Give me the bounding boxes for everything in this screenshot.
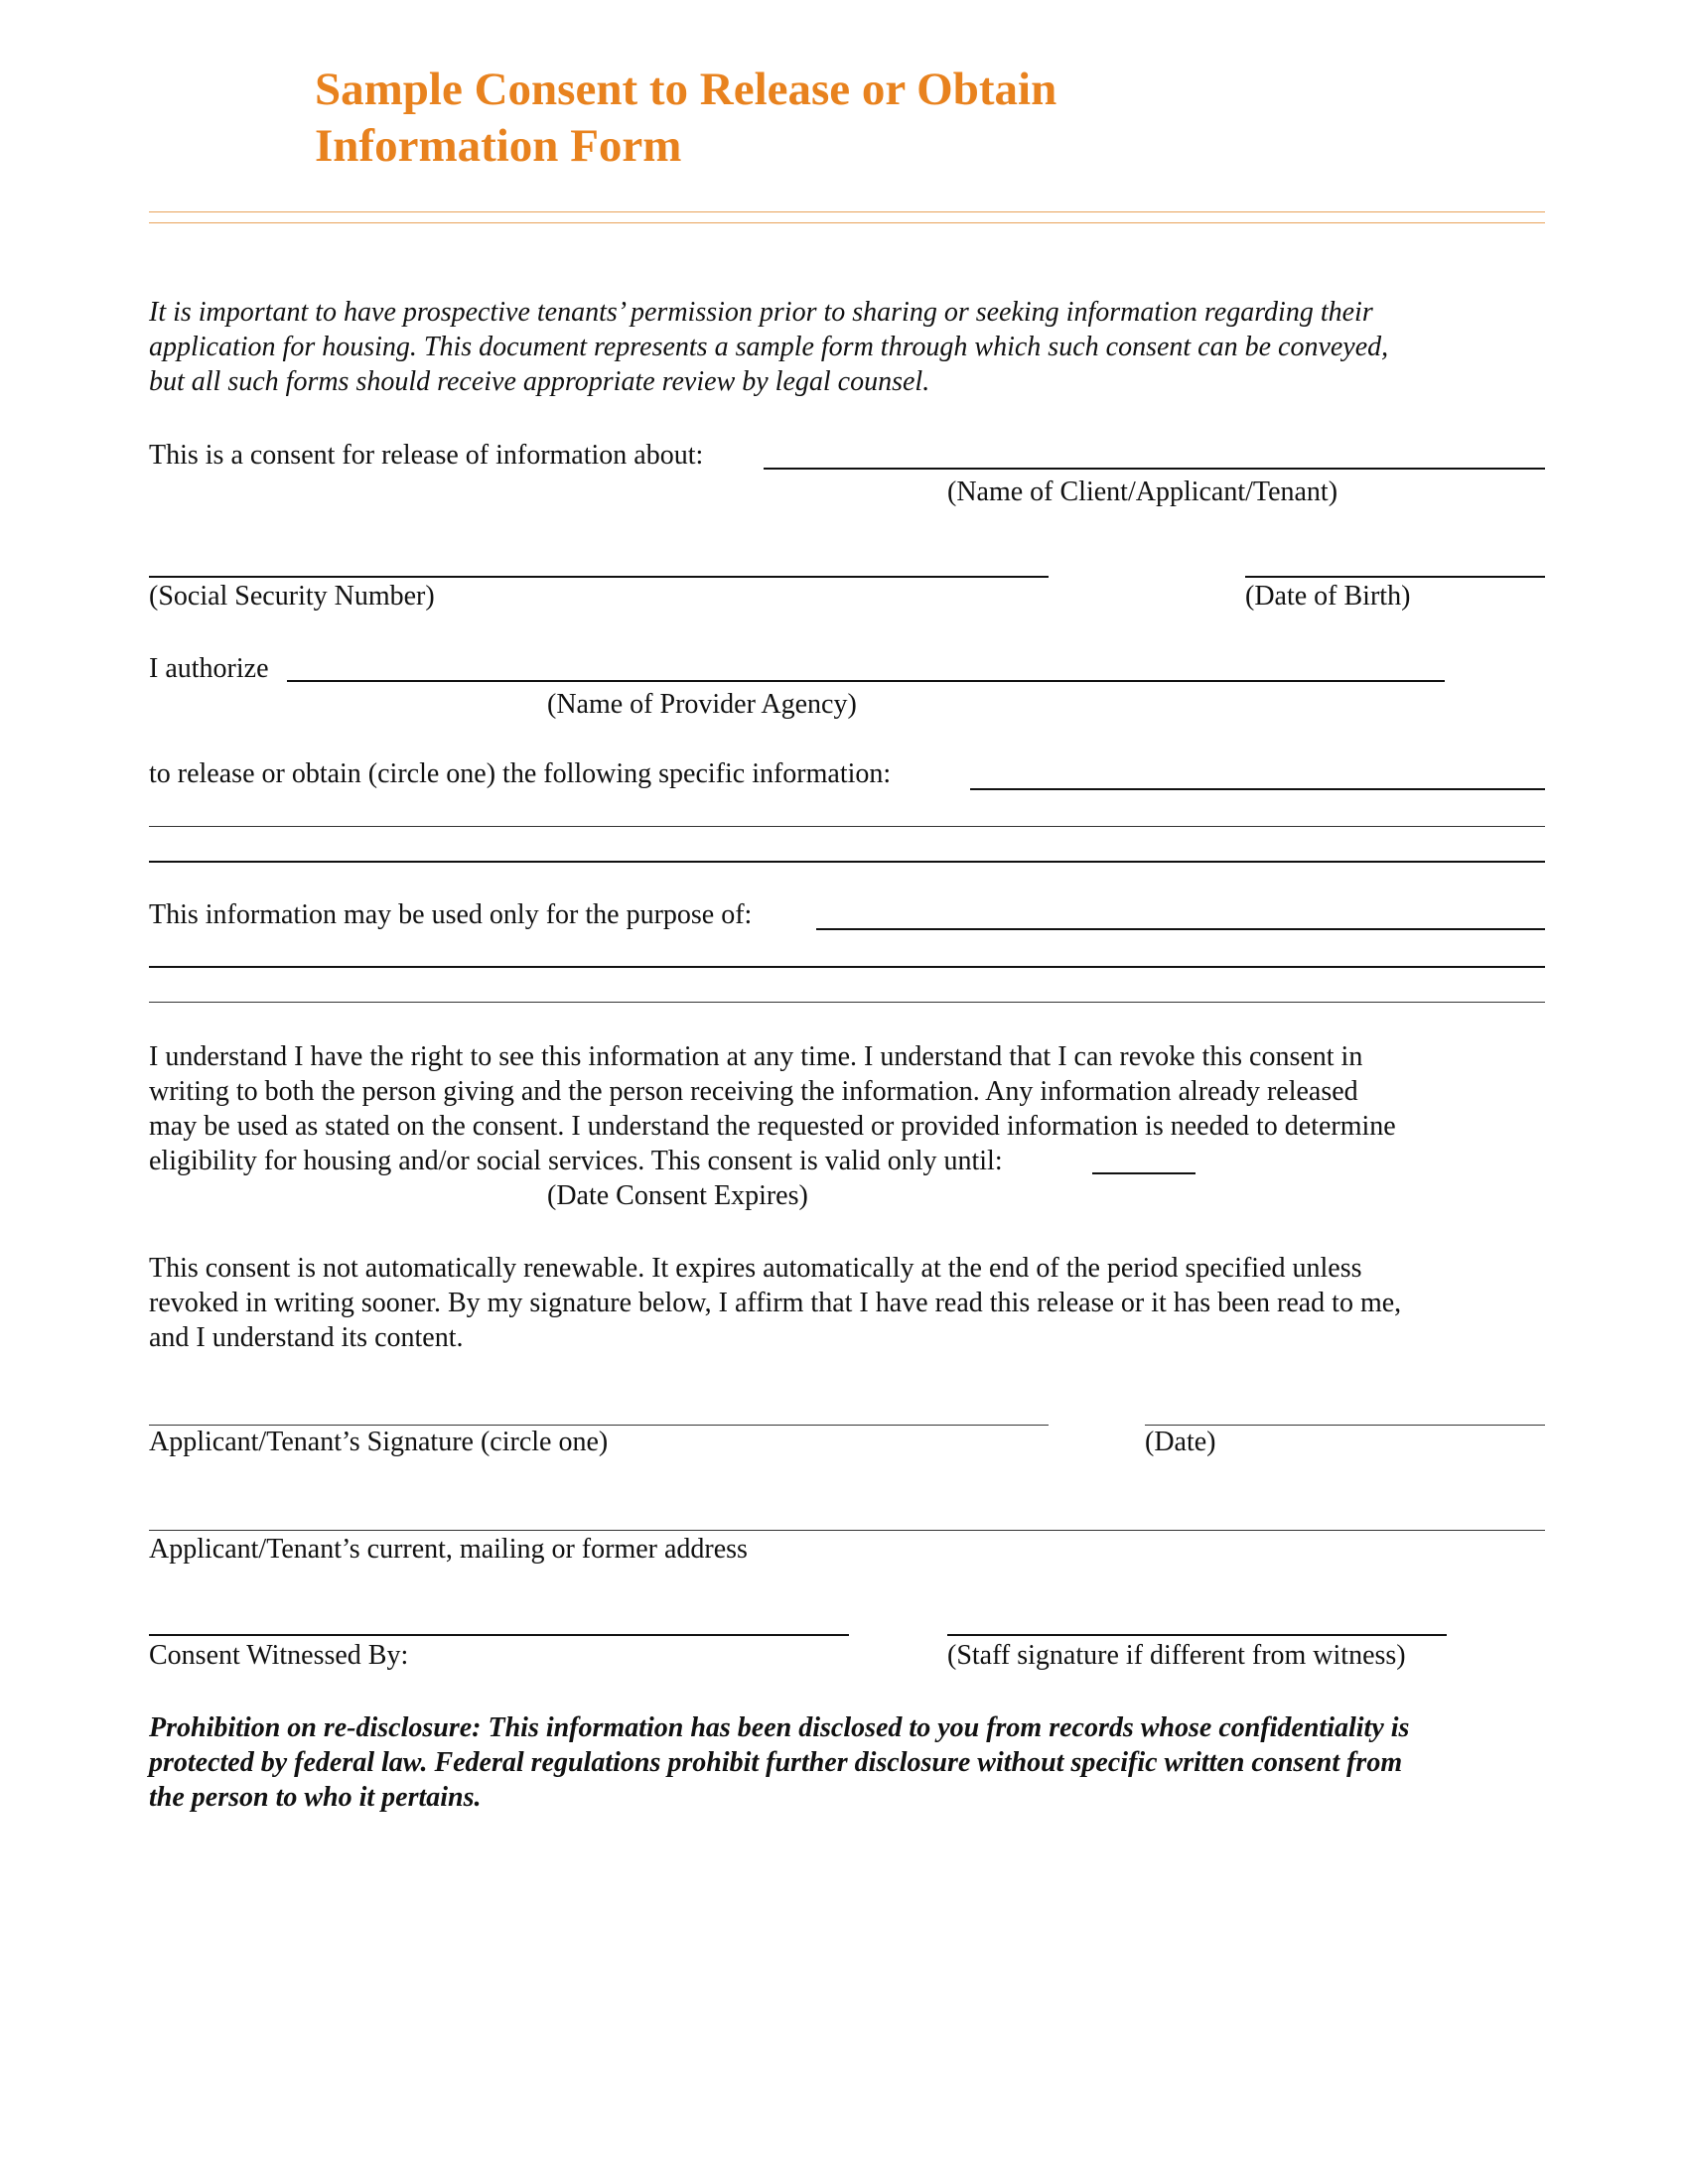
header-rule-bottom [149,222,1545,223]
prohibition-line: protected by federal law. Federal regulations prohibit further disclosure without specific written consent from [149,1747,1403,1778]
header-rule-top [149,211,1545,212]
client-name-caption: (Name of Client/Applicant/Tenant) [947,477,1338,507]
rights-line: may be used as stated on the consent. I understand the requested or provided information is needed to determine [149,1111,1396,1142]
release-label: to release or obtain (circle one) the following specific information: [149,758,892,789]
specific-info-field[interactable] [970,788,1545,790]
intro-paragraph [149,295,1549,399]
staff-signature-field[interactable] [947,1634,1447,1636]
form-title-line-2: Information Form [315,120,682,172]
expiry-caption: (Date Consent Expires) [547,1180,808,1211]
rights-paragraph [149,1039,1549,1178]
intro-line: application for housing. This document represents a sample form through which such consent can be conveyed, [149,332,1389,362]
form-title-line-1: Sample Consent to Release or Obtain [315,64,1057,115]
signature-date-caption: (Date) [1145,1427,1216,1457]
ssn-field[interactable] [149,576,1049,578]
dob-caption: (Date of Birth) [1245,581,1411,612]
dob-field[interactable] [1245,576,1545,578]
rights-line: I understand I have the right to see this information at any time. I understand that I can revoke this consent in [149,1041,1363,1072]
ssn-caption: (Social Security Number) [149,581,435,612]
witness-caption: Consent Witnessed By: [149,1640,409,1671]
provider-agency-caption: (Name of Provider Agency) [547,689,857,720]
purpose-line-2[interactable] [149,966,1545,968]
rights-line: eligibility for housing and/or social services. This consent is valid only until: [149,1146,1003,1176]
prohibition-line: the person to who it pertains. [149,1782,482,1813]
prohibition-notice [149,1710,1549,1815]
provider-agency-field[interactable] [287,680,1445,682]
renewal-line: This consent is not automatically renewable. It expires automatically at the end of the period specified unless [149,1253,1362,1284]
prohibition-line: Prohibition on re-disclosure: This information has been disclosed to you from records whose confidentiality is [149,1712,1410,1743]
authorize-label: I authorize [149,653,269,684]
witness-field[interactable] [149,1634,849,1636]
renewal-line: revoked in writing sooner. By my signature below, I affirm that I have read this release or it has been read to me, [149,1288,1402,1318]
purpose-label: This information may be used only for the purpose of: [149,899,753,930]
specific-info-line-3[interactable] [149,861,1545,863]
purpose-line-3[interactable] [149,1002,1545,1003]
intro-line: It is important to have prospective tenants’ permission prior to sharing or seeking information regarding their [149,297,1373,328]
expiry-date-field[interactable] [1092,1172,1196,1174]
rights-line: writing to both the person giving and the person receiving the information. Any information already released [149,1076,1358,1107]
client-name-field[interactable] [764,468,1545,470]
form-title [315,62,1208,175]
purpose-field[interactable] [816,928,1545,930]
address-caption: Applicant/Tenant’s current, mailing or former address [149,1534,748,1565]
address-field[interactable] [149,1530,1545,1531]
specific-info-line-2[interactable] [149,826,1545,827]
intro-line: but all such forms should receive appropriate review by legal counsel. [149,366,930,397]
staff-signature-caption: (Staff signature if different from witness) [947,1640,1406,1671]
renewal-paragraph [149,1251,1549,1355]
renewal-line: and I understand its content. [149,1322,464,1353]
consent-about-label: This is a consent for release of information about: [149,440,704,471]
applicant-signature-caption: Applicant/Tenant’s Signature (circle one) [149,1427,609,1457]
